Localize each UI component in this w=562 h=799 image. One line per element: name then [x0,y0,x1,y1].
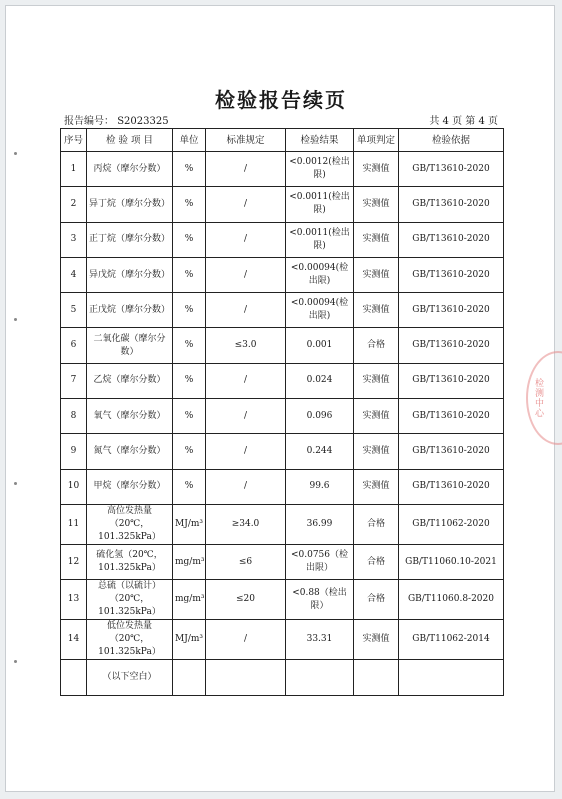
results-table [60,128,504,696]
cell-standard: / [206,363,286,398]
cell-standard: / [206,222,286,257]
cell-basis: GB/T13610-2020 [399,363,504,398]
header-cell: 检验依据 [399,129,504,152]
cell-standard: ≤6 [206,544,286,579]
cell-judgment: 实测值 [354,257,399,292]
cell-result: <0.0011(检出限) [286,187,354,222]
cell-no [61,660,87,695]
cell-no: 5 [61,293,87,328]
cell-item: 正丁烷（摩尔分数） [87,222,173,257]
cell-standard: / [206,187,286,222]
cell-basis: GB/T13610-2020 [399,469,504,504]
cell-judgment: 实测值 [354,152,399,187]
cell-unit [173,660,206,695]
cell-basis: GB/T13610-2020 [399,187,504,222]
cell-unit: % [173,222,206,257]
cell-unit: % [173,469,206,504]
scan-mark [14,660,17,663]
cell-result: 36.99 [286,504,354,544]
cell-unit: MJ/m³ [173,504,206,544]
table-row [61,257,504,292]
cell-result: 0.096 [286,399,354,434]
cell-no: 13 [61,580,87,620]
cell-unit: MJ/m³ [173,620,206,660]
cell-unit: % [173,187,206,222]
cell-no: 12 [61,544,87,579]
table-row [61,187,504,222]
cell-item: 总硫（以硫计）（20℃，101.325kPa） [87,580,173,620]
cell-item: 高位发热量（20℃，101.325kPa） [87,504,173,544]
page-info: 共 4 页 第 4 页 [429,116,498,127]
page-title: 检验报告续页 [215,88,347,112]
cell-result: <0.88（检出限） [286,580,354,620]
report-number-label: 报告编号： [64,116,114,127]
cell-judgment: 实测值 [354,620,399,660]
cell-no: 6 [61,328,87,363]
cell-unit: % [173,293,206,328]
header-cell: 单位 [173,129,206,152]
cell-standard: / [206,399,286,434]
cell-item: 异丁烷（摩尔分数） [87,187,173,222]
cell-result: <0.0756（检出限） [286,544,354,579]
cell-item: 低位发热量（20℃，101.325kPa） [87,620,173,660]
cell-basis: GB/T13610-2020 [399,293,504,328]
cell-no: 3 [61,222,87,257]
cell-unit: mg/m³ [173,580,206,620]
cell-no: 1 [61,152,87,187]
cell-result: <0.00094(检出限) [286,293,354,328]
cell-judgment: 实测值 [354,399,399,434]
cell-standard [206,660,286,695]
cell-no: 14 [61,620,87,660]
table-header-row [61,129,504,152]
cell-basis: GB/T13610-2020 [399,152,504,187]
cell-basis: GB/T11062-2014 [399,620,504,660]
cell-no: 2 [61,187,87,222]
cell-item: 异戊烷（摩尔分数） [87,257,173,292]
cell-result: <0.00094(检出限) [286,257,354,292]
cell-result: 0.024 [286,363,354,398]
cell-item: 氮气（摩尔分数） [87,434,173,469]
cell-item: 丙烷（摩尔分数） [87,152,173,187]
cell-result: 0.001 [286,328,354,363]
table-row [61,660,504,695]
scan-mark [14,152,17,155]
report-number-value: S2023325 [117,116,169,127]
cell-result: 99.6 [286,469,354,504]
cell-item: 二氧化碳（摩尔分数） [87,328,173,363]
cell-judgment: 实测值 [354,222,399,257]
table-row [61,504,504,544]
cell-result: 33.31 [286,620,354,660]
table-row [61,620,504,660]
cell-judgment: 合格 [354,544,399,579]
table-body [61,152,504,696]
cell-result: 0.244 [286,434,354,469]
cell-no: 8 [61,399,87,434]
cell-standard: / [206,620,286,660]
header-cell: 单项判定 [354,129,399,152]
header-cell: 检 验 项 目 [87,129,173,152]
report-number [64,112,169,127]
cell-basis: GB/T11062-2020 [399,504,504,544]
table-row [61,399,504,434]
cell-standard: ≤3.0 [206,328,286,363]
table-row [61,544,504,579]
cell-unit: % [173,152,206,187]
cell-basis: GB/T13610-2020 [399,399,504,434]
header-cell: 检验结果 [286,129,354,152]
cell-result: <0.0012(检出限) [286,152,354,187]
cell-no: 11 [61,504,87,544]
cell-standard: ≥34.0 [206,504,286,544]
cell-judgment: 实测值 [354,434,399,469]
cell-basis: GB/T11060.8-2020 [399,580,504,620]
table-row [61,293,504,328]
cell-item: 氧气（摩尔分数） [87,399,173,434]
seal-stamp-text: 检测中心 [533,378,543,418]
cell-item: （以下空白） [87,660,173,695]
cell-standard: / [206,469,286,504]
cell-basis [399,660,504,695]
cell-standard: / [206,293,286,328]
header-cell: 序号 [61,129,87,152]
cell-basis: GB/T13610-2020 [399,328,504,363]
table-row [61,152,504,187]
table-row [61,363,504,398]
report-page [5,5,555,792]
cell-basis: GB/T11060.10-2021 [399,544,504,579]
cell-standard: / [206,152,286,187]
cell-unit: % [173,328,206,363]
cell-no: 7 [61,363,87,398]
cell-item: 正戊烷（摩尔分数） [87,293,173,328]
cell-basis: GB/T13610-2020 [399,257,504,292]
cell-judgment: 合格 [354,580,399,620]
table-row [61,580,504,620]
cell-unit: % [173,363,206,398]
cell-judgment: 实测值 [354,363,399,398]
cell-item: 甲烷（摩尔分数） [87,469,173,504]
cell-standard: / [206,257,286,292]
scan-mark [14,482,17,485]
cell-judgment: 实测值 [354,469,399,504]
header-cell: 标准规定 [206,129,286,152]
cell-no: 10 [61,469,87,504]
cell-no: 9 [61,434,87,469]
cell-judgment: 实测值 [354,187,399,222]
cell-standard: / [206,434,286,469]
table-row [61,434,504,469]
cell-item: 乙烷（摩尔分数） [87,363,173,398]
cell-unit: mg/m³ [173,544,206,579]
cell-basis: GB/T13610-2020 [399,222,504,257]
cell-unit: % [173,434,206,469]
cell-basis: GB/T13610-2020 [399,434,504,469]
cell-judgment [354,660,399,695]
cell-judgment: 合格 [354,504,399,544]
cell-standard: ≤20 [206,580,286,620]
cell-judgment: 合格 [354,328,399,363]
cell-result [286,660,354,695]
table-row [61,469,504,504]
cell-judgment: 实测值 [354,293,399,328]
cell-result: <0.0011(检出限) [286,222,354,257]
cell-no: 4 [61,257,87,292]
table-row [61,222,504,257]
table-row [61,328,504,363]
cell-item: 硫化氢（20℃，101.325kPa） [87,544,173,579]
cell-unit: % [173,399,206,434]
scan-mark [14,318,17,321]
cell-unit: % [173,257,206,292]
